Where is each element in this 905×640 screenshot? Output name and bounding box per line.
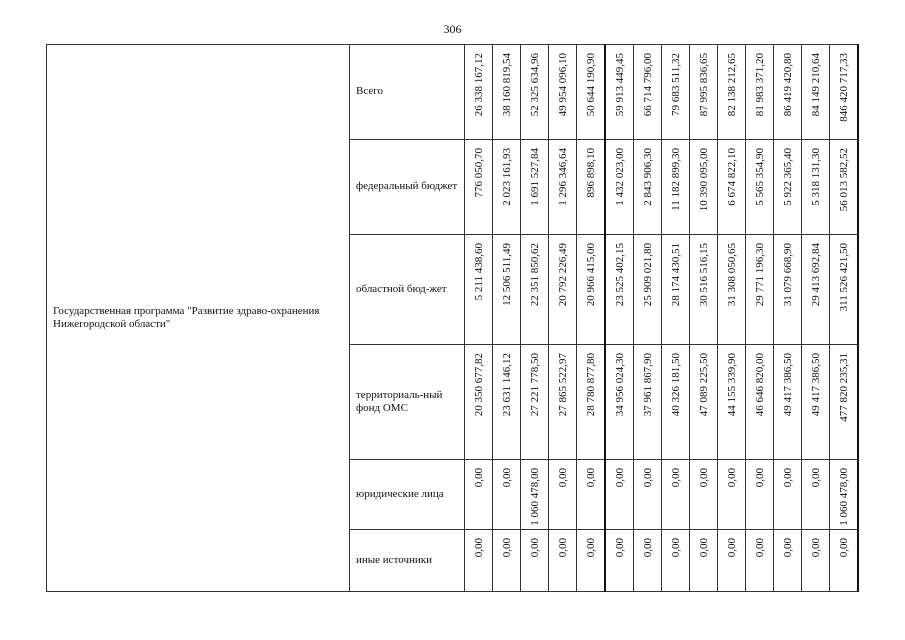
value-text: 0,00 — [697, 468, 710, 488]
value-cell — [746, 235, 774, 345]
value-text: 47 089 225,50 — [697, 353, 710, 417]
value-cell — [549, 529, 577, 591]
value-cell — [577, 140, 606, 235]
value-text: 0,00 — [697, 537, 710, 557]
value-text: 0,00 — [753, 537, 766, 557]
value-cell — [662, 235, 690, 345]
value-text: 0,00 — [753, 468, 766, 488]
value-cell — [746, 45, 774, 140]
value-cell — [690, 140, 718, 235]
value-cell — [605, 460, 634, 530]
value-text: 27 221 778,50 — [528, 353, 541, 417]
value-cell — [493, 345, 521, 460]
value-cell — [605, 345, 634, 460]
value-cell — [662, 45, 690, 140]
value-text: 38 160 819,54 — [500, 53, 513, 117]
value-text: 27 865 522,97 — [556, 353, 569, 417]
value-cell — [493, 235, 521, 345]
funding-source-label: Всего — [350, 45, 465, 140]
value-cell — [549, 460, 577, 530]
value-cell — [465, 45, 493, 140]
value-text: 0,00 — [669, 468, 682, 488]
value-cell — [662, 345, 690, 460]
value-text: 20 350 677,82 — [472, 353, 485, 417]
value-text: 56 013 582,52 — [837, 148, 850, 212]
value-cell — [746, 529, 774, 591]
funding-source-label: территориаль-ный фонд ОМС — [350, 345, 465, 460]
value-cell — [802, 460, 830, 530]
value-text: 25 909 021,80 — [641, 243, 654, 307]
value-text: 59 913 449,45 — [613, 53, 626, 117]
value-cell — [549, 45, 577, 140]
value-cell — [521, 235, 549, 345]
value-text: 46 646 820,00 — [753, 353, 766, 417]
value-text: 846 420 717,33 — [837, 53, 850, 122]
value-text: 81 983 371,20 — [753, 53, 766, 117]
value-cell — [774, 529, 802, 591]
value-text: 6 674 822,10 — [725, 148, 738, 206]
value-text: 49 417 386,50 — [781, 353, 794, 417]
value-cell — [718, 235, 746, 345]
value-text: 0,00 — [613, 468, 626, 488]
value-text: 0,00 — [500, 537, 513, 557]
value-cell — [493, 45, 521, 140]
value-cell — [690, 460, 718, 530]
value-text: 0,00 — [556, 468, 569, 488]
value-text: 0,00 — [809, 468, 822, 488]
value-cell — [493, 460, 521, 530]
value-text: 0,00 — [584, 468, 597, 488]
value-cell — [465, 460, 493, 530]
value-cell — [521, 140, 549, 235]
value-text: 50 644 190,90 — [584, 53, 597, 117]
value-cell — [662, 140, 690, 235]
value-text: 30 516 516,15 — [697, 243, 710, 307]
value-text: 22 351 850,62 — [528, 243, 541, 307]
page-number: 306 — [443, 22, 462, 36]
value-text: 477 820 235,31 — [837, 353, 850, 422]
value-cell — [634, 460, 662, 530]
value-cell — [634, 235, 662, 345]
value-text: 1 691 527,84 — [528, 148, 541, 206]
value-cell — [718, 45, 746, 140]
value-cell — [802, 140, 830, 235]
value-text: 0,00 — [725, 537, 738, 557]
value-text: 66 714 796,00 — [641, 53, 654, 117]
budget-table — [46, 44, 859, 592]
value-cell — [690, 345, 718, 460]
value-text: 12 506 511,49 — [500, 243, 513, 306]
value-cell — [634, 345, 662, 460]
value-text: 49 417 386,50 — [809, 353, 822, 417]
value-text: 11 182 899,30 — [669, 148, 682, 211]
value-text: 1 296 346,64 — [556, 148, 569, 206]
value-cell — [802, 529, 830, 591]
value-text: 20 792 226,49 — [556, 243, 569, 307]
value-cell — [605, 235, 634, 345]
value-text: 0,00 — [472, 468, 485, 488]
value-cell — [718, 140, 746, 235]
value-cell — [605, 529, 634, 591]
value-text: 23 631 146,12 — [500, 353, 513, 417]
value-text: 0,00 — [556, 537, 569, 557]
value-text: 1 060 478,00 — [837, 468, 850, 526]
value-cell — [465, 529, 493, 591]
value-text: 5 318 131,30 — [809, 148, 822, 206]
value-text: 82 138 212,65 — [725, 53, 738, 117]
value-cell — [690, 45, 718, 140]
value-cell — [521, 45, 549, 140]
value-cell — [830, 345, 859, 460]
value-cell — [802, 45, 830, 140]
value-text: 34 956 024,30 — [613, 353, 626, 417]
value-cell — [577, 345, 606, 460]
value-cell — [634, 529, 662, 591]
value-cell — [521, 345, 549, 460]
value-cell — [577, 529, 606, 591]
value-text: 79 683 511,32 — [669, 53, 682, 116]
value-cell — [493, 529, 521, 591]
value-text: 31 308 050,65 — [725, 243, 738, 307]
value-text: 86 419 420,80 — [781, 53, 794, 117]
value-cell — [718, 460, 746, 530]
value-text: 0,00 — [613, 537, 626, 557]
value-cell — [634, 140, 662, 235]
value-text: 44 155 339,90 — [725, 353, 738, 417]
value-cell — [718, 345, 746, 460]
value-text: 2 023 161,93 — [500, 148, 513, 206]
value-cell — [746, 460, 774, 530]
value-cell — [521, 529, 549, 591]
funding-source-label: юридические лица — [350, 460, 465, 530]
value-text: 29 413 692,84 — [809, 243, 822, 307]
value-cell — [549, 140, 577, 235]
value-text: 0,00 — [781, 468, 794, 488]
value-cell — [577, 235, 606, 345]
value-cell — [802, 235, 830, 345]
value-cell — [746, 345, 774, 460]
value-text: 0,00 — [809, 537, 822, 557]
value-text: 49 954 096,10 — [556, 53, 569, 117]
value-cell — [605, 45, 634, 140]
value-text: 311 526 421,50 — [837, 243, 850, 312]
value-cell — [774, 460, 802, 530]
value-text: 0,00 — [641, 468, 654, 488]
value-cell — [662, 460, 690, 530]
value-cell — [718, 529, 746, 591]
value-text: 1 432 023,00 — [613, 148, 626, 206]
value-cell — [577, 45, 606, 140]
value-text: 776 050,70 — [472, 148, 485, 198]
value-text: 0,00 — [584, 537, 597, 557]
value-cell — [549, 345, 577, 460]
value-text: 23 525 402,15 — [613, 243, 626, 307]
value-text: 896 898,10 — [584, 148, 597, 198]
value-text: 28 780 877,80 — [584, 353, 597, 417]
value-cell — [465, 140, 493, 235]
value-cell — [802, 345, 830, 460]
value-text: 84 149 210,64 — [809, 53, 822, 117]
value-text: 0,00 — [725, 468, 738, 488]
value-text: 0,00 — [781, 537, 794, 557]
value-text: 0,00 — [500, 468, 513, 488]
value-cell — [577, 460, 606, 530]
value-text: 5 211 438,60 — [472, 243, 485, 301]
value-text: 0,00 — [669, 537, 682, 557]
value-cell — [774, 345, 802, 460]
value-cell — [521, 460, 549, 530]
value-cell — [774, 235, 802, 345]
value-cell — [690, 529, 718, 591]
value-cell — [746, 140, 774, 235]
table-row — [47, 45, 859, 140]
value-cell — [774, 45, 802, 140]
value-text: 1 060 478,00 — [528, 468, 541, 526]
value-cell — [549, 235, 577, 345]
value-cell — [605, 140, 634, 235]
value-text: 0,00 — [837, 537, 850, 557]
value-cell — [465, 345, 493, 460]
value-cell — [465, 235, 493, 345]
value-text: 40 326 181,50 — [669, 353, 682, 417]
program-name: Государственная программа "Развитие здраво-охранения Нижегородской области" — [47, 45, 350, 592]
value-cell — [493, 140, 521, 235]
value-text: 0,00 — [472, 537, 485, 557]
value-cell — [830, 140, 859, 235]
value-text: 37 961 867,90 — [641, 353, 654, 417]
value-cell — [690, 235, 718, 345]
value-cell — [774, 140, 802, 235]
value-text: 20 966 415,00 — [584, 243, 597, 307]
value-text: 29 771 196,30 — [753, 243, 766, 307]
value-cell — [830, 235, 859, 345]
value-cell — [634, 45, 662, 140]
value-cell — [830, 460, 859, 530]
value-text: 0,00 — [528, 537, 541, 557]
value-text: 26 338 167,12 — [472, 53, 485, 117]
value-text: 52 325 634,96 — [528, 53, 541, 117]
value-cell — [830, 45, 859, 140]
value-text: 2 843 906,30 — [641, 148, 654, 206]
funding-source-label: областной бюд-жет — [350, 235, 465, 345]
funding-source-label: иные источники — [350, 529, 465, 591]
value-text: 10 390 095,00 — [697, 148, 710, 212]
value-text: 87 995 836,65 — [697, 53, 710, 117]
value-cell — [830, 529, 859, 591]
funding-source-label: федеральный бюджет — [350, 140, 465, 235]
value-text: 5 565 354,90 — [753, 148, 766, 206]
value-text: 5 922 365,40 — [781, 148, 794, 206]
value-cell — [662, 529, 690, 591]
value-text: 0,00 — [641, 537, 654, 557]
value-text: 31 079 668,90 — [781, 243, 794, 307]
value-text: 28 174 430,51 — [669, 243, 682, 307]
